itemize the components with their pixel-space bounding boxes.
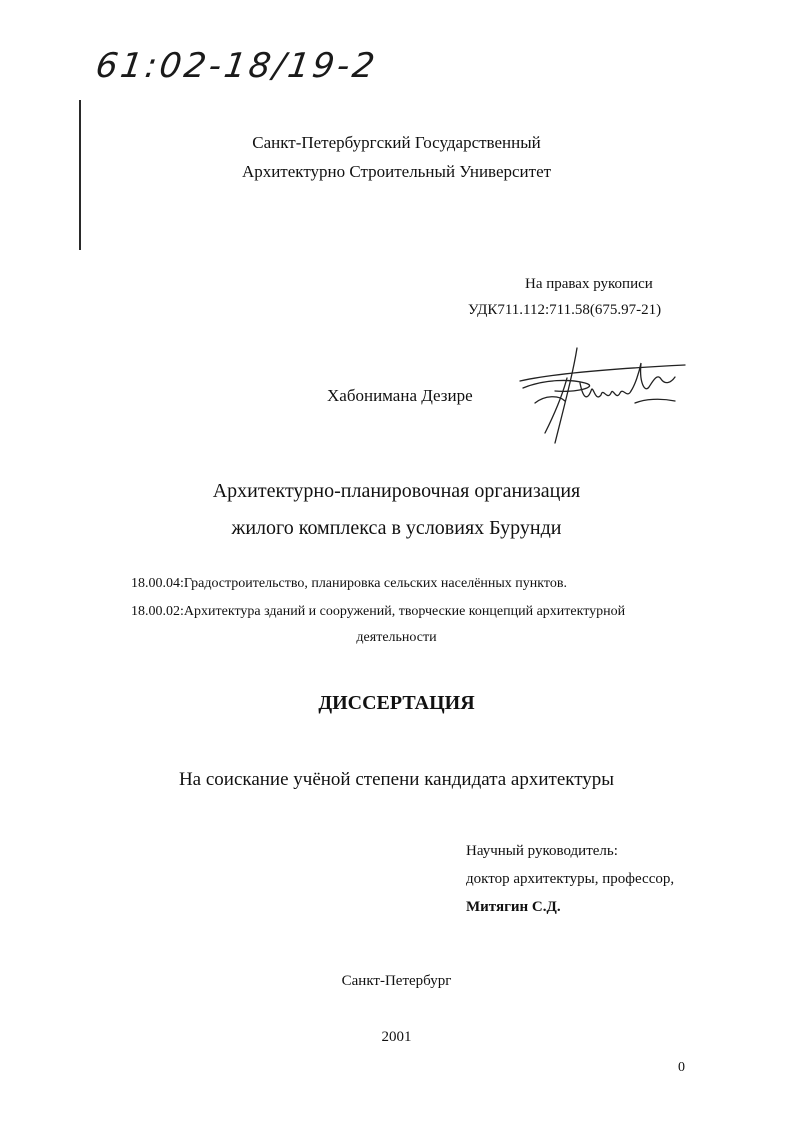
supervisor-label: Научный руководитель: xyxy=(466,843,618,859)
degree-statement: На соискание учёной степени кандидата архитектуры xyxy=(178,769,615,790)
specialty-1: 18.00.04:Градостроительство, планировка сельских населённых пунктов. xyxy=(131,576,567,591)
handwritten-archive-code: 61:02-18/19-2 xyxy=(93,46,380,86)
supervisor-name: Митягин С.Д. xyxy=(466,899,561,915)
udk-code: УДК711.112:711.58(675.97-21) xyxy=(468,302,662,318)
specialty-2: 18.00.02:Архитектура зданий и сооружений, творческие концепций архитектурной xyxy=(131,604,626,619)
signature xyxy=(515,343,690,453)
dissertation-title xyxy=(0,473,793,547)
page-number: 0 xyxy=(678,1060,685,1075)
document-type: ДИССЕРТАЦИЯ xyxy=(318,692,475,714)
year: 2001 xyxy=(381,1029,412,1045)
city: Санкт-Петербург xyxy=(341,973,452,989)
supervisor-block xyxy=(466,837,674,921)
title-line-2: жилого комплекса в условиях Бурунди xyxy=(231,517,562,539)
specialty-2-continued: деятельности xyxy=(356,630,437,645)
supervisor-rank: доктор архитектуры, профессор, xyxy=(466,871,675,887)
author-name: Хабонимана Дезире xyxy=(327,386,473,405)
title-line-1: Архитектурно-планировочная организация xyxy=(212,480,581,502)
university-name xyxy=(0,128,793,186)
rights-note: На правах рукописи xyxy=(525,276,653,292)
university-line-2: Архитектурно Строительный Университет xyxy=(241,162,552,181)
university-line-1: Санкт-Петербургский Государственный xyxy=(252,133,541,152)
